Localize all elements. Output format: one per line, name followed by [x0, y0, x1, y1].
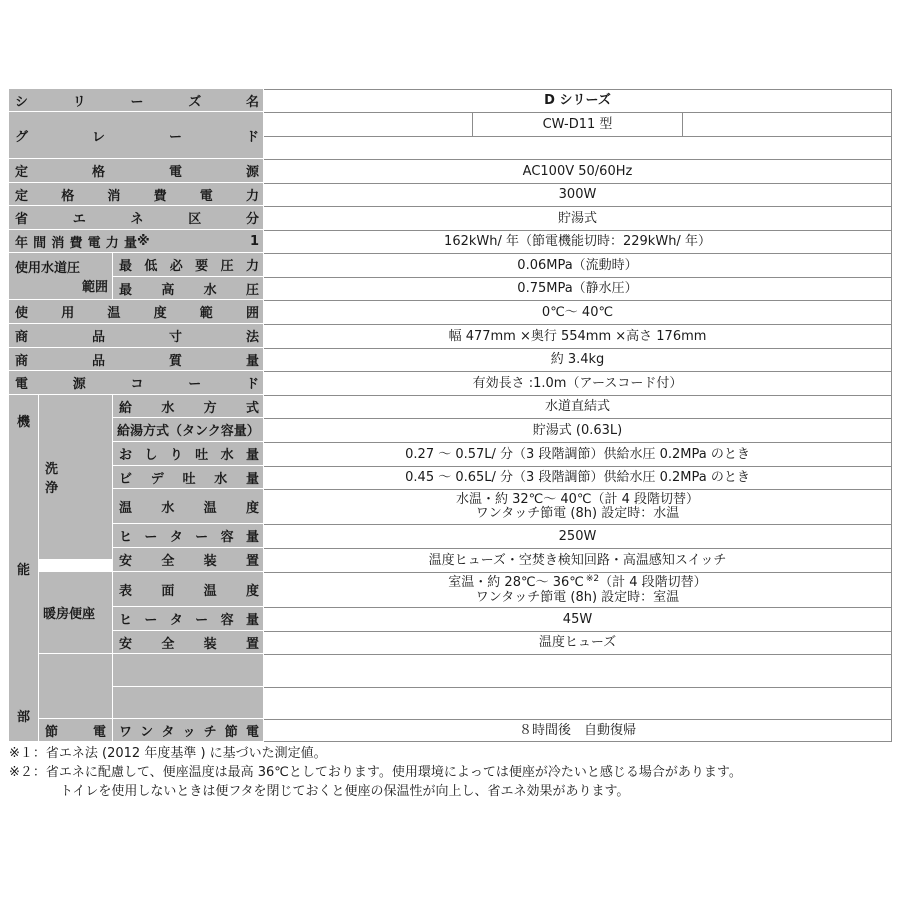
- label-char: 度: [153, 306, 167, 321]
- label-char: 吐: [182, 471, 196, 487]
- value-oshiri: 0.27 ～ 0.57L/ 分（3 段階調節）供給水圧 0.2MPa のとき: [264, 442, 892, 466]
- label-weight-text: [15, 350, 259, 369]
- label-char: 表: [119, 583, 133, 599]
- label-char: ー: [130, 94, 144, 110]
- label-char: ー: [195, 530, 209, 545]
- label-one-touch: [113, 719, 264, 742]
- label-char: 力: [245, 259, 259, 274]
- label-char: ネ: [130, 212, 144, 227]
- label-hot-water: [113, 418, 264, 442]
- label-char: 容: [220, 613, 234, 628]
- label-function-mid: 能: [16, 562, 30, 578]
- label-wash-safety-text: [119, 550, 259, 569]
- label-temp-range: [9, 300, 264, 324]
- label-max-pressure-text: [119, 279, 259, 298]
- label-char: エ: [72, 212, 86, 227]
- label-char: 装: [203, 554, 217, 569]
- label-char: 力: [105, 235, 119, 251]
- label-char: ヒ: [119, 613, 133, 628]
- blank-label-1: [113, 654, 264, 687]
- value-wash-heater: 250W: [264, 524, 892, 548]
- value-surface-temp-line1: [448, 573, 707, 591]
- label-char: タ: [169, 613, 183, 628]
- label-char: お: [119, 448, 133, 463]
- label-char: 範: [199, 306, 213, 321]
- label-char: 電: [168, 165, 182, 180]
- label-char: 最: [119, 259, 133, 274]
- value-water-temp: [264, 489, 892, 524]
- label-char: 節: [224, 724, 238, 740]
- label-char: 囲: [245, 306, 259, 321]
- value-wash-safety: 温度ヒューズ・空焚き検知回路・高温感知スイッチ: [264, 548, 892, 572]
- label-char: 全: [161, 636, 175, 652]
- value-min-pressure: 0.06MPa（流動時）: [264, 253, 892, 277]
- footnote-1: ※１：省エネ法 (2012 年度基準 ) に基づいた測定値。: [9, 746, 327, 761]
- label-char: 分: [245, 212, 259, 227]
- value-weight: 約 3.4kg: [264, 348, 892, 371]
- label-char: 源: [72, 377, 86, 392]
- value-grade: CW-D11 型: [473, 112, 683, 136]
- label-char: ー: [195, 613, 209, 628]
- label-char: 量: [245, 448, 259, 463]
- label-char: 面: [161, 583, 175, 599]
- label-char: し: [144, 448, 158, 463]
- label-seat: [39, 572, 113, 654]
- label-bidet: [113, 466, 264, 489]
- value-surface-temp: [264, 572, 892, 607]
- label-grade: [9, 112, 264, 159]
- label-char: 水: [161, 500, 175, 516]
- label-min-pressure-text: [119, 255, 259, 274]
- footnote-1-mark: [137, 234, 259, 249]
- label-char: 安: [119, 554, 133, 569]
- label-wash-heater: [113, 524, 264, 548]
- label-oshiri: [113, 442, 264, 466]
- value-water-temp-line2: ワンタッチ節電 (8h) 設定時：水温: [475, 506, 680, 521]
- label-char: 格: [91, 165, 105, 180]
- label-water-range-b: 範囲: [81, 280, 108, 295]
- label-char: ズ: [188, 94, 202, 110]
- label-char: 区: [188, 212, 202, 227]
- label-char: 1: [249, 233, 259, 249]
- label-max-pressure: [113, 277, 264, 300]
- label-char: ッ: [182, 724, 196, 740]
- label-char: り: [169, 448, 183, 463]
- label-bidet-text: [119, 468, 259, 487]
- label-char: 必: [169, 259, 183, 274]
- label-char: 装: [203, 636, 217, 652]
- value-voltage: AC100V 50/60Hz: [264, 159, 892, 183]
- grade-blank-right: [683, 112, 892, 136]
- label-seat-heater: [113, 607, 264, 631]
- label-char: 名: [245, 94, 259, 110]
- label-eco-class-text: [15, 208, 259, 227]
- label-char: 安: [119, 636, 133, 652]
- label-char: ド: [245, 129, 259, 145]
- label-char: 用: [61, 306, 75, 321]
- label-dimensions: [9, 324, 264, 348]
- blank-label-2: [113, 687, 264, 719]
- label-seat-heater-text: [119, 609, 259, 628]
- label-char: 高: [161, 282, 175, 298]
- label-wash: [39, 395, 113, 560]
- label-char: 度: [245, 583, 259, 599]
- label-char: 容: [220, 530, 234, 545]
- footnotes: [9, 744, 893, 801]
- spec-table: [9, 89, 892, 742]
- label-char: タ: [161, 724, 175, 740]
- label-char: 電: [87, 235, 101, 251]
- label-char: 品: [91, 353, 105, 369]
- label-char: レ: [91, 129, 105, 145]
- value-one-touch: ８時間後 自動復帰: [264, 719, 892, 742]
- label-supply-method-text: [119, 397, 259, 416]
- label-char: ー: [144, 613, 158, 628]
- label-cord: [9, 371, 264, 395]
- label-min-pressure: [113, 253, 264, 277]
- label-function-bot: 部: [16, 710, 30, 725]
- value-supply-method: 水道直結式: [264, 395, 892, 418]
- label-char: 度: [245, 500, 259, 516]
- label-char: 全: [161, 554, 175, 569]
- value-hot-water: 貯湯式 (0.63L): [264, 418, 892, 442]
- label-char: 量: [123, 235, 137, 251]
- label-function-top: 機: [16, 415, 30, 430]
- label-char: 源: [245, 165, 259, 180]
- grade-blank-left: [264, 112, 473, 136]
- label-char: 消: [107, 188, 121, 204]
- label-voltage: [9, 159, 264, 183]
- label-char: 置: [245, 636, 259, 652]
- label-series: [9, 89, 264, 112]
- label-char: 年: [15, 235, 29, 251]
- label-function: [9, 395, 39, 742]
- label-seat-safety: [113, 631, 264, 654]
- footnote-2-mark: ※2: [585, 573, 600, 584]
- label-char: ン: [140, 724, 154, 740]
- label-char: 電: [15, 377, 29, 392]
- value-annual: 162kWh/ 年（節電機能切時：229kWh/ 年）: [264, 230, 892, 253]
- label-char: 吐: [195, 448, 209, 463]
- label-char: ※: [137, 233, 150, 249]
- label-char: チ: [203, 724, 217, 740]
- label-series-text: [15, 91, 259, 110]
- label-char: 温: [107, 306, 121, 321]
- label-char: 水: [203, 282, 217, 298]
- label-char: 間: [33, 235, 47, 251]
- label-char: ー: [144, 530, 158, 545]
- label-char: 最: [119, 282, 133, 298]
- label-char: 商: [15, 353, 29, 369]
- value-cord: 有効長さ :1.0m（アースコード付）: [264, 371, 892, 395]
- label-char: ー: [188, 377, 202, 392]
- label-hot-water-text: 給湯方式（タンク容量）: [117, 424, 260, 439]
- label-char: 格: [61, 188, 75, 204]
- label-char: 力: [245, 188, 259, 204]
- value-seat-safety: 温度ヒューズ: [264, 631, 892, 654]
- label-char: 量: [245, 530, 259, 545]
- label-char: 圧: [245, 282, 259, 298]
- label-power-text: [15, 185, 259, 204]
- blank-value-2: [264, 687, 892, 719]
- label-char: ー: [168, 129, 182, 145]
- label-char: 省: [15, 212, 29, 227]
- label-char: 定: [15, 165, 29, 180]
- label-char: 費: [153, 188, 167, 204]
- label-char: 量: [245, 353, 259, 369]
- label-water-temp: [113, 489, 264, 524]
- label-char: 電: [199, 188, 213, 204]
- label-char: 要: [195, 259, 209, 274]
- footnote-2: ※２：省エネに配慮して、便座温度は最高 36℃としております。使用環境によっては便座が冷たいと感じる場合があります。: [9, 765, 742, 780]
- label-char: リ: [72, 94, 86, 110]
- label-char: 式: [245, 400, 259, 416]
- label-water-range-a: 使用水道圧: [15, 261, 81, 276]
- label-surface-temp-text: [119, 580, 259, 599]
- value-surface-temp-line2: ワンタッチ節電 (8h) 設定時：室温: [475, 589, 680, 605]
- value-eco-class: 貯湯式: [264, 206, 892, 230]
- label-save: [39, 719, 113, 742]
- label-char: グ: [15, 129, 29, 145]
- label-char: 水: [220, 448, 234, 463]
- label-one-touch-text: [119, 721, 259, 740]
- value-series: D シリーズ: [264, 89, 892, 112]
- label-weight: [9, 348, 264, 371]
- label-char: 費: [69, 235, 83, 251]
- value-power: 300W: [264, 183, 892, 206]
- label-char: 寸: [168, 330, 182, 345]
- label-char: 圧: [220, 259, 234, 274]
- value-water-temp-lines: [456, 493, 699, 521]
- blank-group-label: [39, 654, 113, 719]
- label-char: 商: [15, 330, 29, 345]
- label-char: 量: [245, 613, 259, 628]
- label-supply-method: [113, 395, 264, 418]
- label-char: 方: [203, 400, 217, 416]
- label-char: 消: [51, 235, 65, 251]
- label-seat-safety-text: [119, 633, 259, 652]
- label-char: 低: [144, 259, 158, 274]
- value-max-pressure: 0.75MPa（静水圧）: [264, 277, 892, 300]
- label-voltage-text: [15, 161, 259, 180]
- label-wash-heater-text: [119, 526, 259, 545]
- label-char: 温: [119, 500, 133, 516]
- label-char: タ: [169, 530, 183, 545]
- value-seat-heater: 45W: [264, 607, 892, 631]
- label-dimensions-text: [15, 326, 259, 345]
- label-seat-text: 暖房便座: [43, 607, 96, 622]
- label-char: コ: [130, 377, 144, 392]
- label-char: 水: [214, 471, 228, 487]
- label-char: 質: [168, 353, 182, 369]
- footnote-2-continued: トイレを使用しないときは便フタを閉じておくと便座の保温性が向上し、省エネ効果があります。: [60, 784, 630, 799]
- value-bidet: 0.45 ～ 0.65L/ 分（3 段階調節）供給水圧 0.2MPa のとき: [264, 466, 892, 489]
- label-char: ド: [245, 377, 259, 392]
- label-annual-text: [15, 232, 137, 251]
- label-save-text: [45, 721, 106, 740]
- value-surface-temp-a: 室温・約 28℃～ 36℃: [448, 574, 584, 590]
- grade-blank-row: [264, 136, 892, 159]
- label-char: 使: [15, 306, 29, 321]
- label-char: 品: [91, 330, 105, 345]
- label-char: 定: [15, 188, 29, 204]
- label-cord-text: [15, 373, 259, 392]
- label-char: 温: [203, 583, 217, 599]
- label-char: ヒ: [119, 530, 133, 545]
- label-char: 法: [245, 330, 259, 345]
- label-grade-text: [15, 126, 259, 145]
- label-eco-class: [9, 206, 264, 230]
- label-char: 節: [45, 724, 59, 740]
- label-wash-text: 洗浄: [45, 462, 81, 496]
- label-char: ワ: [119, 724, 133, 740]
- label-wash-safety: [113, 548, 264, 572]
- label-char: 置: [245, 554, 259, 569]
- label-surface-temp: [113, 572, 264, 607]
- value-dimensions: 幅 477mm ×奥行 554mm ×高さ 176mm: [264, 324, 892, 348]
- label-char: 温: [203, 500, 217, 516]
- label-char: シ: [15, 94, 29, 110]
- value-temp-range: 0℃～ 40℃: [264, 300, 892, 324]
- label-temp-range-text: [15, 302, 259, 321]
- value-water-temp-line1: 水温・約 32℃～ 40℃（計 4 段階切替）: [455, 492, 700, 507]
- label-char: 水: [161, 400, 175, 416]
- label-char: 電: [92, 724, 106, 740]
- label-char: ビ: [119, 471, 133, 487]
- label-char: 量: [245, 471, 259, 487]
- label-char: デ: [150, 471, 164, 487]
- value-surface-temp-b: （計 4 段階切替）: [599, 574, 707, 590]
- label-char: 給: [119, 400, 133, 416]
- blank-value-1: [264, 654, 892, 687]
- label-char: 電: [245, 724, 259, 740]
- label-water-range: [9, 253, 113, 300]
- label-water-temp-text: [119, 497, 259, 516]
- label-annual: [9, 230, 264, 253]
- label-oshiri-text: [119, 444, 259, 463]
- value-surface-temp-lines: [448, 573, 707, 605]
- label-power: [9, 183, 264, 206]
